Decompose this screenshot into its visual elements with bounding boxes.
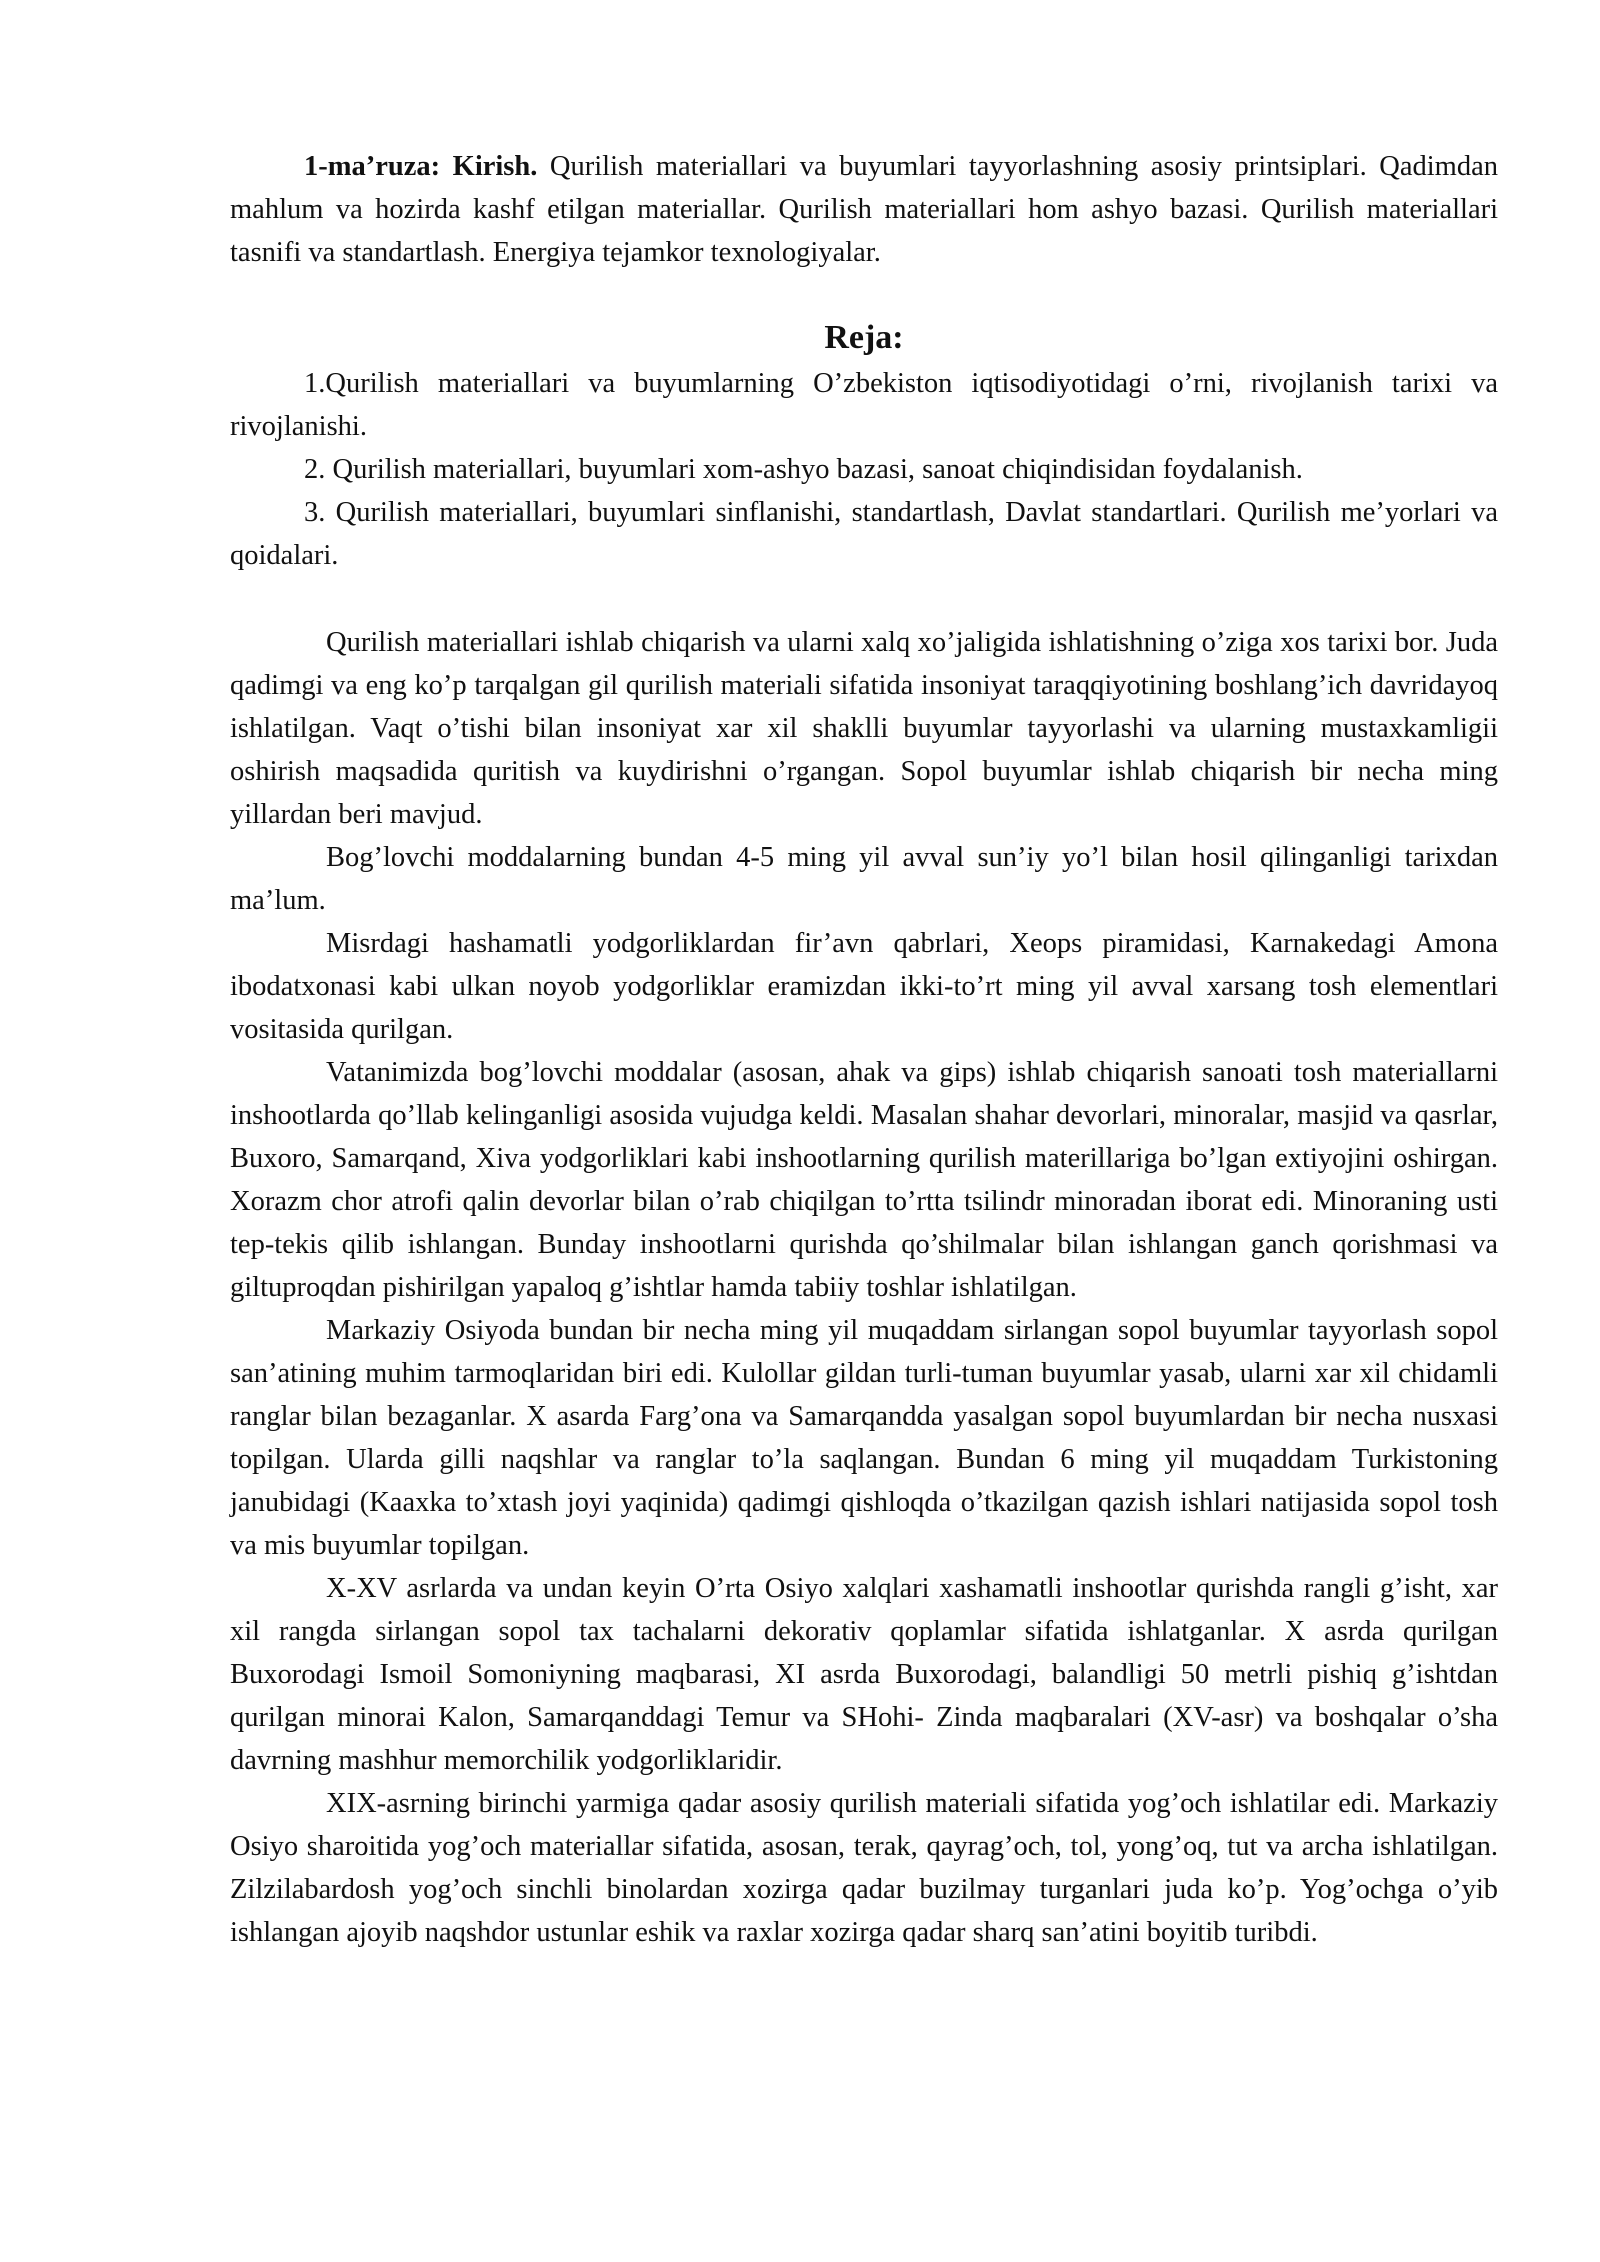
plan-heading: Reja: <box>824 319 904 356</box>
body-paragraph: Markaziy Osiyoda bundan bir necha ming yil muqaddam sirlangan sopol buyumlar tayyorlash sopol san’atining muhim tarmoqlaridan biri edi. Kulollar gildan turli-tuman buyumlar yasab, ularni xar xil chidamli ranglar bilan bezaganlar. X asarda Farg’ona va Samarqandda yasalgan sopol buyumlardan bir necha nusxasi topilgan. Ularda gilli naqshlar va ranglar to’la saqlangan. Bundan 6 ming yil muqaddam Turkistoning janubidagi (Kaaxka to’xtash joyi yaqinida) qadimgi qishloqda o’tkazilgan qazish ishlari natijasida sopol tosh va mis buyumlar topilgan. <box>230 1315 1498 1561</box>
body-paragraph: XIX-asrning birinchi yarmiga qadar asosiy qurilish materiali sifatida yog’och ishlatilar edi. Markaziy Osiyo sharoitida yog’och materiallar sifatida, asosan, terak, qayrag’och, tol, yong’oq, tut va archa ishlatilgan. Zilzilabardosh yog’och sinchli binolardan xozirga qadar buzilmay turganlari juda ko’p. Yog’ochga o’yib ishlangan ajoyib naqshdor ustunlar eshik va raxlar xozirga qadar sharq san’atini boyitib turibdi. <box>230 1788 1498 1948</box>
section-spacer <box>230 577 1498 621</box>
body-paragraph: Qurilish materiallari ishlab chiqarish va ularni xalq xo’jaligida ishlatishning o’ziga xos tarixi bor. Juda qadimgi va eng ko’p tarqalgan gil qurilish materiali sifatida insoniyat taraqqiyotining boshlang’ich davridayoq ishlatilgan. Vaqt o’tishi bilan insoniyat xar xil shaklli buyumlar tayyorlashi va ularning mustaxkamligii oshirish maqsadida quritish va kuydirishni o’rgangan. Sopol buyumlar ishlab chiqarish bir necha ming yillardan beri mavjud. <box>230 627 1498 830</box>
plan-item: 1.Qurilish materiallari va buyumlarning O’zbekiston iqtisodiyotidagi o’rni, rivojlanish tarixi va rivojlanishi. <box>230 368 1498 442</box>
document-page <box>230 145 1498 1954</box>
lecture-topics: Qurilish materiallari va buyumlari tayyorlashning asosiy printsiplari. Qadimdan mahlum va hozirda kashf etilgan materiallar. Qurilish materiallari hom ashyo bazasi. Qurilish materiallari tasnifi va standartlash. Energiya tejamkor texnologiyalar. <box>230 151 1498 268</box>
body-paragraph: Vatanimizda bog’lovchi moddalar (asosan, ahak va gips) ishlab chiqarish sanoati tosh materiallarni inshootlarda qo’llab kelinganligi asosida vujudga keldi. Masalan shahar devorlari, minoralar, masjid va qasrlar, Buxoro, Samarqand, Xiva yodgorliklari kabi inshootlarning qurilish materillariga bo’lgan extiyojini oshirgan. Xorazm chor atrofi qalin devorlar bilan o’rab chiqilgan to’rtta tsilindr minoradan iborat edi. Minoraning usti tep-tekis qilib ishlangan. Bunday inshootlarni qurishda qo’shilmalar bilan ishlangan ganch qorishmasi va giltuproqdan pishirilgan yapaloq g’ishtlar hamda tabiiy toshlar ishlatilgan. <box>230 1057 1498 1303</box>
lecture-intro <box>230 145 1498 274</box>
plan-item: 2. Qurilish materiallari, buyumlari xom-ashyo bazasi, sanoat chiqindisidan foydalanish. <box>304 454 1303 485</box>
lecture-title: 1-ma’ruza: Kirish. <box>304 151 538 182</box>
body-paragraph: X-XV asrlarda va undan keyin O’rta Osiyo xalqlari xashamatli inshootlar qurishda rangli g’isht, xar xil rangda sirlangan sopol tax tachalarni dekorativ qoplamlar sifatida ishlatganlar. X asrda qurilgan Buxorodagi Ismoil Somoniyning maqbarasi, XI asrda Buxorodagi, balandligi 50 metrli pishiq g’ishtdan qurilgan minorai Kalon, Samarqanddagi Temur va SHohi- Zinda maqbaralari (XV-asr) va boshqalar o’sha davrning mashhur memorchilik yodgorliklaridir. <box>230 1573 1498 1776</box>
body-paragraph: Misrdagi hashamatli yodgorliklardan fir’avn qabrlari, Xeops piramidasi, Karnakedagi Amona ibodatxonasi kabi ulkan noyob yodgorliklar eramizdan ikki-to’rt ming yil avval xarsang tosh elementlari vositasida qurilgan. <box>230 928 1498 1045</box>
plan-item: 3. Qurilish materiallari, buyumlari sinflanishi, standartlash, Davlat standartlari. Qurilish me’yorlari va qoidalari. <box>230 497 1498 571</box>
body-paragraph: Bog’lovchi moddalarning bundan 4-5 ming yil avval sun’iy yo’l bilan hosil qilinganligi tarixdan ma’lum. <box>230 842 1498 916</box>
